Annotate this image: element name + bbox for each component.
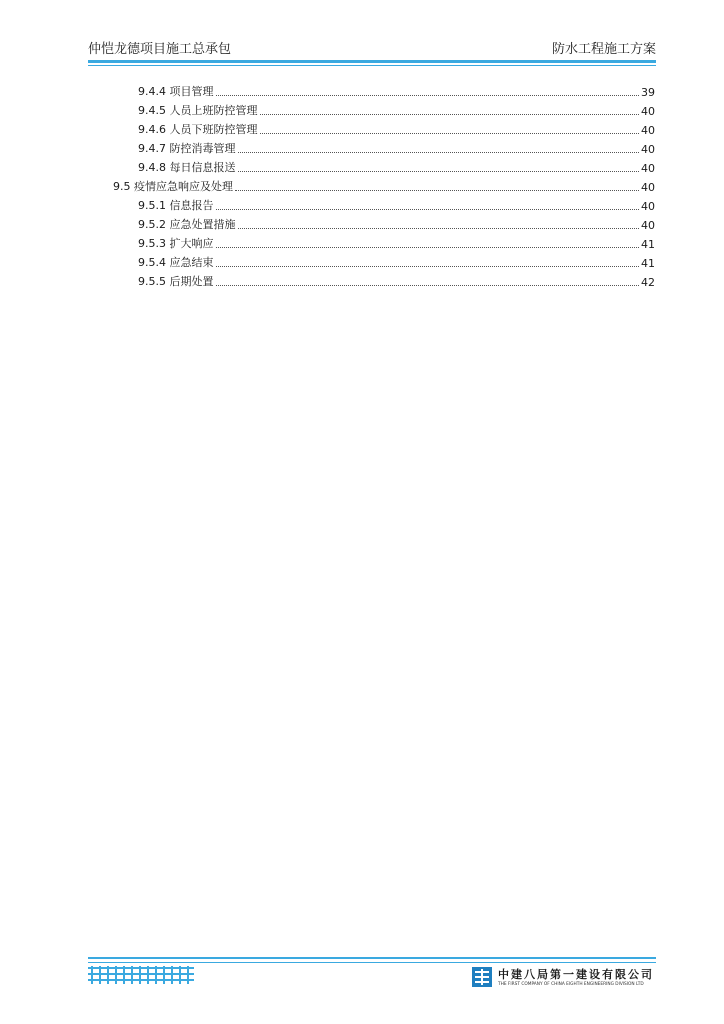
toc-entry-page: 39 [641, 86, 655, 99]
toc-entry[interactable] [138, 137, 655, 156]
toc-entry-page: 40 [641, 124, 655, 137]
toc-entry-page: 40 [641, 143, 655, 156]
toc-entry-label: 9.4.6 人员下班防控管理 [138, 123, 258, 136]
toc-leader-dots [216, 247, 640, 248]
toc-entry-label: 9.4.4 项目管理 [138, 85, 214, 98]
footer-company-name: 中建八局第一建设有限公司 [498, 968, 654, 981]
toc-entry[interactable] [138, 251, 655, 270]
toc-leader-dots [216, 266, 640, 267]
toc-entry[interactable] [138, 118, 655, 137]
toc-entry-label: 9.5.1 信息报告 [138, 199, 214, 212]
toc-leader-dots [238, 228, 640, 229]
toc-entry-label: 9.5.5 后期处置 [138, 275, 214, 288]
toc-leader-dots [238, 171, 640, 172]
toc-entry-label: 9.5 疫情应急响应及处理 [113, 180, 233, 193]
toc-leader-dots [216, 209, 640, 210]
header-rule-thin [88, 65, 656, 66]
toc-entry[interactable] [138, 156, 655, 175]
toc-entry-page: 40 [641, 181, 655, 194]
toc-entry-page: 42 [641, 276, 655, 289]
footer-decorative-pattern [88, 966, 194, 986]
toc-entry-label: 9.4.8 每日信息报送 [138, 161, 236, 174]
footer-rule-thin [88, 962, 656, 963]
toc-entry[interactable] [138, 194, 655, 213]
toc-leader-dots [235, 190, 639, 191]
footer-company-name-en: THE FIRST COMPANY OF CHINA EIGHTH ENGINEERING DIVISION LTD [498, 982, 644, 987]
toc-entry-page: 41 [641, 257, 655, 270]
toc-leader-dots [216, 285, 640, 286]
toc-leader-dots [260, 114, 640, 115]
toc-entry-label: 9.5.2 应急处置措施 [138, 218, 236, 231]
toc-leader-dots [260, 133, 640, 134]
page-header [88, 38, 656, 58]
toc-leader-dots [216, 95, 640, 96]
footer-rule-thick [88, 957, 656, 959]
toc-entry[interactable] [138, 99, 655, 118]
company-logo-icon [472, 967, 492, 987]
toc-entry[interactable] [138, 213, 655, 232]
toc-entry[interactable] [138, 80, 655, 99]
toc-entry-label: 9.5.4 应急结束 [138, 256, 214, 269]
toc-entry-label: 9.5.3 扩大响应 [138, 237, 214, 250]
header-document-title: 防水工程施工方案 [551, 42, 656, 57]
toc-entry[interactable] [138, 270, 655, 289]
header-rule-thick [88, 60, 656, 63]
toc-entry-label: 9.4.5 人员上班防控管理 [138, 104, 258, 117]
toc-entry-page: 40 [641, 219, 655, 232]
toc-entry-page: 41 [641, 238, 655, 251]
toc-entry-page: 40 [641, 105, 655, 118]
toc-entry-page: 40 [641, 162, 655, 175]
toc-leader-dots [238, 152, 640, 153]
toc-entry[interactable] [113, 175, 655, 194]
toc-entry[interactable] [138, 232, 655, 251]
toc-entry-label: 9.4.7 防控消毒管理 [138, 142, 236, 155]
toc-entry-page: 40 [641, 200, 655, 213]
header-project-title: 仲恺龙德项目施工总承包 [88, 42, 232, 57]
